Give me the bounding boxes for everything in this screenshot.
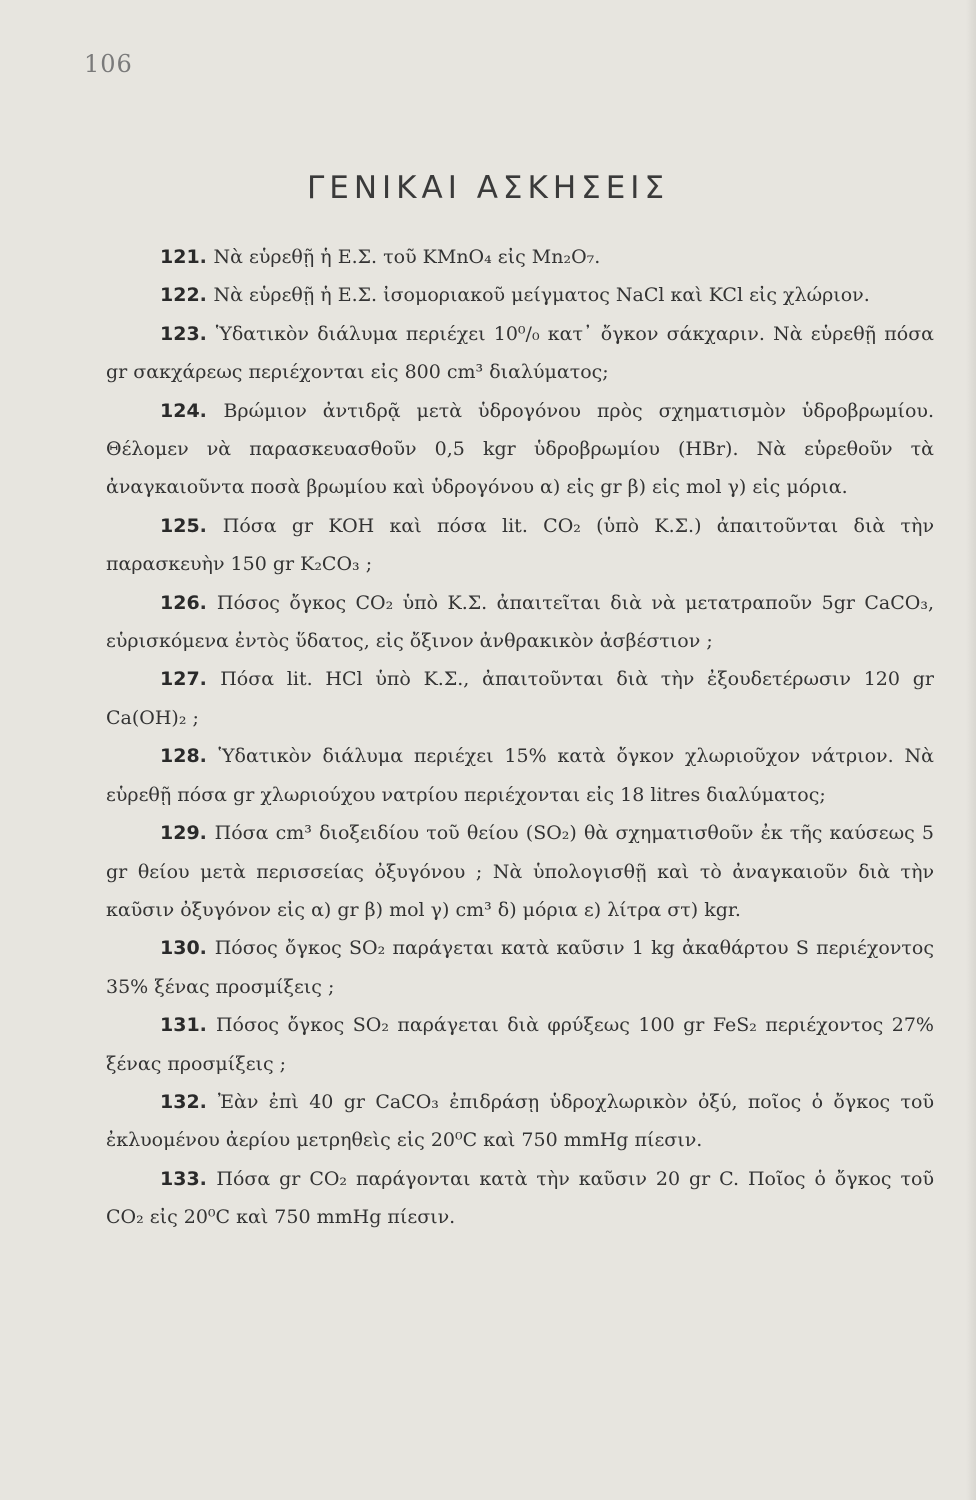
exercise-text: Πόσος ὄγκος CO₂ ὑπὸ Κ.Σ. ἀπαιτεῖται διὰ νὰ μετατραποῦν 5gr CaCO₃, εὑρισκόμενα ἐντὸς ὕδατος, εἰς ὄξινον ἀνθρακικὸν ἀσβέστιον ;: [106, 591, 934, 653]
exercise-text: Ὑδατικὸν διάλυμα περιέχει 15% κατὰ ὄγκον χλωριοῦχον νάτριον. Νὰ εὑρεθῇ πόσα gr χλωριούχου νατρίου περιέχονται εἰς 18 litres διαλύματος;: [106, 745, 934, 806]
exercise-number: 125: [160, 514, 200, 537]
exercise-125: 125. Πόσα gr KOH καὶ πόσα lit. CO₂ (ὑπὸ Κ.Σ.) ἀπαιτοῦνται διὰ τὴν παρασκευὴν 150 gr K₂CO₃ ;: [106, 514, 934, 576]
exercise-129: 129. Πόσα cm³ διοξειδίου τοῦ θείου (SO₂) θὰ σχηματισθοῦν ἐκ τῆς καύσεως 5 gr θείου μετὰ περισσείας ὀξυγόνου ; Νὰ ὑπολογισθῇ καὶ τὸ ἀναγκαιοῦν διὰ τὴν καῦσιν ὀξυγόνον εἰς α) gr β) mol γ) cm³ δ) μόρια ε) λίτρα στ) kgr.: [106, 822, 934, 921]
exercise-text: Ὑδατικὸν διάλυμα περιέχει 10⁰/₀ κατ᾽ ὄγκον σάκχαριν. Νὰ εὑρεθῇ πόσα gr σακχάρεως περιέχονται εἰς 800 cm³ διαλύματος;: [106, 322, 934, 384]
exercise-text: Νὰ εὑρεθῇ ἡ Ε.Σ. τοῦ KMnO₄ εἰς Mn₂O₇.: [213, 246, 601, 268]
exercise-126: 126. Πόσος ὄγκος CO₂ ὑπὸ Κ.Σ. ἀπαιτεῖται διὰ νὰ μετατραποῦν 5gr CaCO₃, εὑρισκόμενα ἐντὸς ὕδατος, εἰς ὄξινον ἀνθρακικὸν ἀσβέστιον ;: [106, 591, 934, 653]
exercise-130: 130. Πόσος ὄγκος SO₂ παράγεται κατὰ καῦσιν 1 kg ἀκαθάρτου S περιέχοντος 35% ξένας προσμίξεις ;: [106, 937, 934, 998]
exercise-123: 123. Ὑδατικὸν διάλυμα περιέχει 10⁰/₀ κατ᾽ ὄγκον σάκχαριν. Νὰ εὑρεθῇ πόσα gr σακχάρεως περιέχονται εἰς 800 cm³ διαλύματος;: [106, 322, 934, 384]
exercise-132: 132. Ἐὰν ἐπὶ 40 gr CaCO₃ ἐπιδράσῃ ὑδροχλωρικὸν ὀξύ, ποῖος ὁ ὄγκος τοῦ ἐκλυομένου ἀερίου μετρηθεὶς εἰς 20⁰C καὶ 750 mmHg πίεσιν.: [106, 1090, 934, 1152]
exercise-133: 133. Πόσα gr CO₂ παράγονται κατὰ τὴν καῦσιν 20 gr C. Ποῖος ὁ ὄγκος τοῦ CO₂ εἰς 20⁰C καὶ 750 mmHg πίεσιν.: [106, 1167, 934, 1229]
exercise-number: 129: [160, 822, 200, 845]
exercise-131: 131. Πόσος ὄγκος SO₂ παράγεται διὰ φρύξεως 100 gr FeS₂ περιέχοντος 27% ξένας προσμίξεις ;: [106, 1014, 934, 1075]
exercise-121: 121. Νὰ εὑρεθῇ ἡ Ε.Σ. τοῦ KMnO₄ εἰς Mn₂O₇.: [160, 246, 601, 268]
exercise-text: Πόσα gr CO₂ παράγονται κατὰ τὴν καῦσιν 20 gr C. Ποῖος ὁ ὄγκος τοῦ CO₂ εἰς 20⁰C καὶ 750 mmHg πίεσιν.: [106, 1167, 934, 1229]
exercise-text: Πόσα lit. HCl ὑπὸ Κ.Σ., ἀπαιτοῦνται διὰ τὴν ἐξουδετέρωσιν 120 gr Ca(OH)₂ ;: [106, 668, 934, 729]
exercise-text: Πόσος ὄγκος SO₂ παράγεται διὰ φρύξεως 100 gr FeS₂ περιέχοντος 27% ξένας προσμίξεις ;: [106, 1014, 934, 1075]
exercise-number: 124: [160, 399, 200, 422]
exercise-number: 122: [160, 284, 200, 307]
exercise-text: Πόσα gr KOH καὶ πόσα lit. CO₂ (ὑπὸ Κ.Σ.) ἀπαιτοῦνται διὰ τὴν παρασκευὴν 150 gr K₂CO₃ ;: [106, 514, 934, 576]
exercise-127: 127. Πόσα lit. HCl ὑπὸ Κ.Σ., ἀπαιτοῦνται διὰ τὴν ἐξουδετέρωσιν 120 gr Ca(OH)₂ ;: [106, 668, 934, 729]
exercise-number: 126: [160, 591, 200, 614]
exercise-number: 133: [160, 1167, 200, 1190]
exercise-number: 127: [160, 668, 200, 691]
exercise-number: 132: [160, 1090, 200, 1113]
page-edge-shadow: [966, 0, 976, 1500]
exercise-number: 128: [160, 745, 200, 768]
exercise-text: Πόσος ὄγκος SO₂ παράγεται κατὰ καῦσιν 1 kg ἀκαθάρτου S περιέχοντος 35% ξένας προσμίξεις ;: [106, 937, 934, 998]
exercise-text: Νὰ εὑρεθῇ ἡ Ε.Σ. ἰσομοριακοῦ μείγματος NaCl καὶ KCl εἰς χλώριον.: [213, 284, 870, 307]
exercise-number: 131: [160, 1014, 200, 1037]
exercise-text: Πόσα cm³ διοξειδίου τοῦ θείου (SO₂) θὰ σχηματισθοῦν ἐκ τῆς καύσεως 5 gr θείου μετὰ περισσείας ὀξυγόνου ; Νὰ ὑπολογισθῇ καὶ τὸ ἀναγκαιοῦν διὰ τὴν καῦσιν ὀξυγόνον εἰς α) gr β) mol γ) cm³ δ) μόρια ε) λίτρα στ) kgr.: [106, 822, 934, 921]
exercise-number: 121: [160, 246, 200, 268]
exercise-128: 128. Ὑδατικὸν διάλυμα περιέχει 15% κατὰ ὄγκον χλωριοῦχον νάτριον. Νὰ εὑρεθῇ πόσα gr χλωριούχου νατρίου περιέχονται εἰς 18 litres διαλύματος;: [106, 745, 934, 806]
exercise-124: 124. Βρώμιον ἀντιδρᾷ μετὰ ὑδρογόνου πρὸς σχηματισμὸν ὑδροβρωμίου. Θέλομεν νὰ παρασκευασθοῦν 0,5 kgr ὑδροβρωμίου (HBr). Νὰ εὑρεθοῦν τὰ ἀναγκαιοῦντα ποσὰ βρωμίου καὶ ὑδρογόνου α) εἰς gr β) εἰς mol γ) εἰς μόρια.: [106, 399, 934, 499]
page-title: ΓΕΝΙΚΑΙ ΑΣΚΗΣΕΙΣ: [306, 170, 670, 206]
exercise-list: [106, 238, 934, 1237]
exercise-number: 130: [160, 937, 200, 960]
page-number: 106: [84, 50, 133, 78]
exercise-text: Ἐὰν ἐπὶ 40 gr CaCO₃ ἐπιδράσῃ ὑδροχλωρικὸν ὀξύ, ποῖος ὁ ὄγκος τοῦ ἐκλυομένου ἀερίου μετρηθεὶς εἰς 20⁰C καὶ 750 mmHg πίεσιν.: [106, 1090, 934, 1152]
exercise-text: Βρώμιον ἀντιδρᾷ μετὰ ὑδρογόνου πρὸς σχηματισμὸν ὑδροβρωμίου. Θέλομεν νὰ παρασκευασθοῦν 0,5 kgr ὑδροβρωμίου (HBr). Νὰ εὑρεθοῦν τὰ ἀναγκαιοῦντα ποσὰ βρωμίου καὶ ὑδρογόνου α) εἰς gr β) εἰς mol γ) εἰς μόρια.: [106, 399, 934, 499]
exercise-122: 122. Νὰ εὑρεθῇ ἡ Ε.Σ. ἰσομοριακοῦ μείγματος NaCl καὶ KCl εἰς χλώριον.: [160, 284, 870, 307]
exercise-number: 123: [160, 322, 200, 345]
